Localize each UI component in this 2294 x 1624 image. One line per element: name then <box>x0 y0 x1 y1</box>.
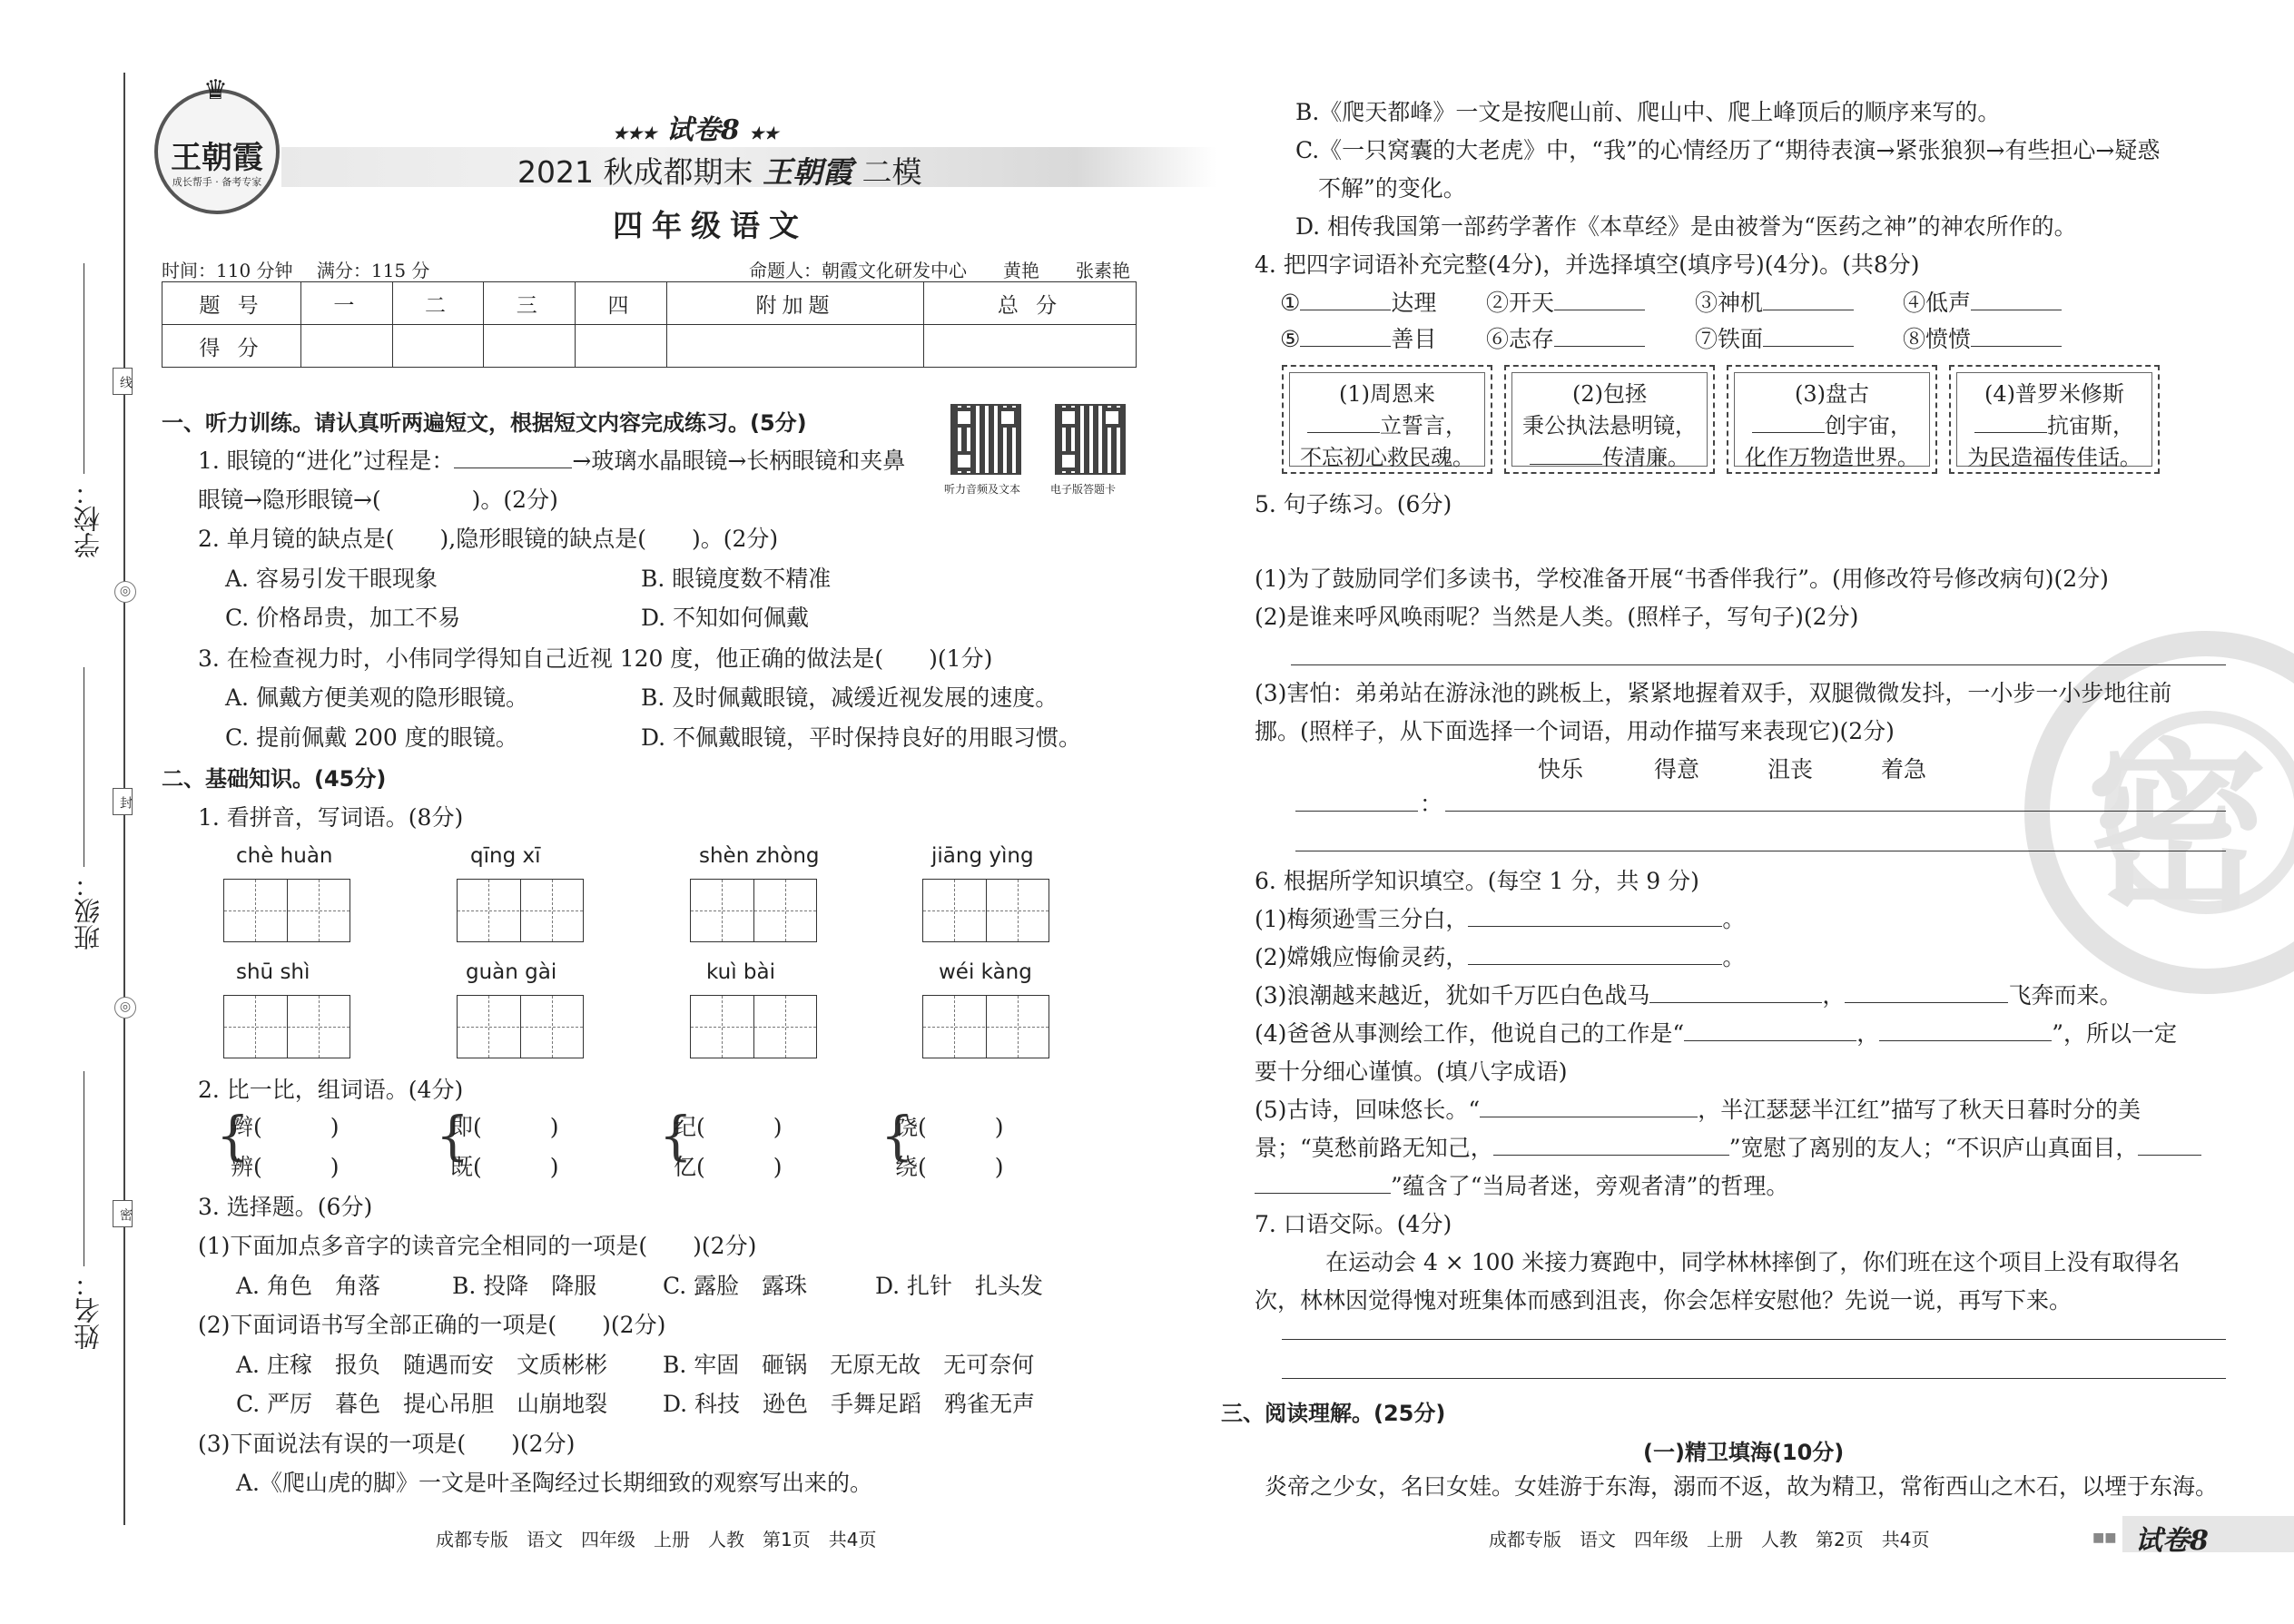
seal-char: 密 <box>2086 722 2269 935</box>
b3-1-option-a: A. 角色 角落 <box>236 1273 380 1299</box>
fill-box <box>1504 365 1715 474</box>
basic-q5-2: (2)是谁来呼风唤雨呢？当然是人类。(照样子，写句子)(2分) <box>1255 604 1859 630</box>
basic-q3: 3. 选择题。(6分) <box>198 1194 373 1220</box>
section-2-title: 二、基础知识。(45分) <box>162 766 387 792</box>
b3-1-option-c: C. 露脸 露珠 <box>663 1273 808 1299</box>
pinyin-label: guàn gài <box>466 960 557 984</box>
fill-box-text: 立誓言， <box>1380 413 1467 438</box>
question-1-1-cont <box>198 486 558 515</box>
fill-box-text: 化作万物造世界。 <box>1745 445 1919 470</box>
char-grid[interactable] <box>457 995 584 1058</box>
b3-1-option-d: D. 扎针 扎头发 <box>875 1273 1044 1299</box>
score-header-cell: 四 <box>576 282 667 325</box>
basic-q4: 4. 把四字词语补充完整(4分)，并选择填空(填序号)(4分)。(共8分) <box>1255 251 1920 278</box>
paper-badge-text: 试卷8 <box>2135 1525 2209 1557</box>
basic-q6: 6. 根据所学知识填空。(每空 1 分，共 9 分) <box>1255 868 1699 894</box>
brace-icon: { <box>436 1105 469 1166</box>
stars-left: ★★★ <box>613 124 657 143</box>
idiom-item <box>1903 325 2062 354</box>
blank[interactable] <box>1971 290 2062 310</box>
fill-box <box>1949 365 2160 474</box>
subject-title: 四年级语文 <box>613 208 808 243</box>
fill-box-line <box>1506 439 1713 471</box>
basic-q7-text-cont: 次，林林因觉得愧对班集体而感到沮丧，你会怎样安慰他？先说一说，再写下来。 <box>1255 1287 2072 1314</box>
idiom-item <box>1486 289 1645 318</box>
score-header-cell: 三 <box>484 282 576 325</box>
idiom-prefix: ②开天 <box>1486 290 1555 316</box>
basic-q2: 2. 比一比，组词语。(4分) <box>198 1077 464 1103</box>
q6-2-end: 。 <box>1722 944 1746 970</box>
blank[interactable] <box>1974 412 2047 433</box>
q1-text-b: →玻璃水晶眼镜→长柄眼镜和夹鼻 <box>572 448 906 474</box>
blank[interactable] <box>1468 944 1722 965</box>
compare-word[interactable]: 纪( ) <box>674 1114 783 1140</box>
fill-box-title: (4)普罗米修斯 <box>1984 381 2124 407</box>
answer-line[interactable] <box>1282 1378 2226 1379</box>
word-choice: 沮丧 <box>1767 756 1814 782</box>
basic-q5-1: (1)为了鼓励同学们多读书，学校准备开展“书香伴我行”。(用修改符号修改病句)(2分) <box>1255 566 2109 592</box>
compare-word[interactable]: 即( ) <box>450 1114 559 1140</box>
idiom-item <box>1280 325 1436 354</box>
score-header-cell: 附加题 <box>666 282 923 325</box>
basic-q1: 1. 看拼音，写词语。(8分) <box>198 804 464 831</box>
blank[interactable] <box>454 448 572 468</box>
q2-option-a: A. 容易引发干眼现象 <box>225 566 438 592</box>
left-page <box>162 0 1151 1624</box>
char-grid[interactable] <box>690 995 817 1058</box>
question-1-1 <box>198 447 905 476</box>
time-text: 时间：110 分钟 <box>162 260 293 281</box>
idiom-prefix: ④低声 <box>1903 290 1972 316</box>
b3-3-option-c-cont: 不解”的变化。 <box>1318 175 1466 202</box>
idiom-item <box>1280 289 1436 318</box>
blank[interactable] <box>1554 326 1645 347</box>
brace-icon: { <box>881 1105 914 1166</box>
logo-subtitle: 成长帮手 · 备考专家 <box>172 176 262 188</box>
reading-1-title: (一)精卫填海(10分) <box>1643 1440 1845 1465</box>
idiom-item <box>1695 289 1854 318</box>
score-header-cell: 二 <box>392 282 484 325</box>
answer-line[interactable] <box>1282 1339 2226 1340</box>
score-row-label: 得 分 <box>162 325 301 368</box>
blank[interactable] <box>1845 982 2008 1003</box>
compare-word[interactable]: 绕( ) <box>895 1154 1004 1180</box>
basic-q7-text: 在运动会 4 × 100 米接力赛跑中，同学林林摔倒了，你们班在这个项目上没有取得名 <box>1325 1249 2181 1275</box>
answer-line[interactable] <box>1291 664 2226 665</box>
stars-right: ★★ <box>749 124 779 143</box>
idiom-prefix: ⑧愤愤 <box>1903 326 1972 352</box>
blank[interactable] <box>1879 1020 2052 1041</box>
fill-box-text: 秉公执法悬明镜， <box>1522 413 1697 438</box>
qr-caption-answer-card: 电子版答题卡 <box>1050 483 1117 496</box>
blank[interactable] <box>1480 1097 1698 1117</box>
q6-2-text: (2)嫦娥应悔偷灵药， <box>1255 944 1469 970</box>
q6-5-text: (5)古诗，回味悠长。“ <box>1255 1097 1481 1123</box>
word-choice: 得意 <box>1654 756 1700 782</box>
q6-1-text: (1)梅须逊雪三分白， <box>1255 906 1469 932</box>
badge-squares-icon: ■■ <box>2092 1530 2117 1545</box>
idiom-prefix: ③神机 <box>1695 290 1764 316</box>
basic-q5-3-cont: 挪。(照样子，从下面选择一个词语，用动作描写来表现它)(2分) <box>1255 718 1895 744</box>
fill-box-text: 抗宙斯， <box>2047 413 2134 438</box>
footer-left: 成都专版 语文 四年级 上册 人教 第1页 共4页 <box>436 1529 877 1550</box>
q3-option-d: D. 不佩戴眼镜，平时保持良好的用眼习惯。 <box>641 724 1082 751</box>
exam-authors: 命题人：朝霞文化研发中心 黄艳 张素艳 <box>749 260 1130 281</box>
compare-word[interactable]: 饶( ) <box>895 1114 1004 1140</box>
blank[interactable] <box>1684 1020 1856 1041</box>
fill-box-line <box>1728 408 1935 439</box>
logo-brand-text: 王朝霞 <box>171 140 263 176</box>
compare-word[interactable]: 辨( ) <box>231 1154 340 1180</box>
basic-q6-3 <box>1255 981 2122 1010</box>
answer-line[interactable] <box>1295 811 1418 812</box>
idiom-prefix: ⑦铁面 <box>1695 326 1764 352</box>
word-choice: 快乐 <box>1538 756 1584 782</box>
pinyin-label: shū shì <box>236 960 310 984</box>
colon: ： <box>1420 791 1443 817</box>
q1-text-d: )。(2分) <box>471 487 558 513</box>
b3-2-option-d: D. 科技 逊色 手舞足蹈 鸦雀无声 <box>663 1391 1036 1417</box>
q2-option-c: C. 价格昂贵，加工不易 <box>225 605 461 631</box>
basic-q5-3: (3)害怕：弟弟站在游泳池的跳板上，紧紧地握着双手，双腿微微发抖，一小步一小步地往前 <box>1255 680 2172 706</box>
q1-text-a: 1. 眼镜的“进化”过程是： <box>198 448 455 474</box>
blank[interactable] <box>1554 290 1645 310</box>
char-grid[interactable] <box>922 995 1049 1058</box>
binding-mark-seal: 封 <box>113 788 133 815</box>
binding-hole: ◎ <box>114 997 136 1019</box>
compare-word[interactable]: 亿( ) <box>674 1154 783 1180</box>
score-header-cell: 题 号 <box>162 282 301 325</box>
q6-3-mid: ， <box>1822 982 1846 1009</box>
pinyin-label: wéi kàng <box>939 960 1032 984</box>
paper-no-text: 试卷8 <box>665 114 740 146</box>
q3-option-a: A. 佩戴方便美观的隐形眼镜。 <box>225 684 528 711</box>
answer-line[interactable] <box>1445 811 2226 812</box>
char-grid[interactable] <box>690 879 817 942</box>
basic-q6-5-cont <box>1255 1134 2201 1163</box>
binding-mark-line: 线 <box>113 368 133 395</box>
blank[interactable] <box>1300 326 1391 347</box>
binding-margin <box>0 0 154 1624</box>
q6-5-text-d: ”蕴含了“当局者迷，旁观者清”的哲理。 <box>1391 1173 1789 1199</box>
exam-title-main: 2021 秋成都期末 <box>517 154 753 190</box>
fill-box-text: 不忘初心救民魂。 <box>1300 445 1474 470</box>
q3-option-b: B. 及时佩戴眼镜，减缓近视发展的速度。 <box>641 684 1058 711</box>
char-grid[interactable] <box>223 995 350 1058</box>
idiom-prefix: ⑥志存 <box>1486 326 1555 352</box>
pinyin-label: chè huàn <box>236 844 333 868</box>
b3-3-option-d: D. 相传我国第一部药学著作《本草经》是由被誉为“医药之神”的神农所作的。 <box>1295 213 2077 240</box>
q6-4-end: ”，所以一定 <box>2052 1020 2177 1047</box>
q6-5-text-c: ”宽慰了离别的友人；“不识庐山真面目， <box>1728 1135 2139 1161</box>
blank[interactable] <box>1493 1135 1729 1156</box>
score-header-cell: 一 <box>301 282 393 325</box>
b3-3-option-a: A.《爬山虎的脚》一文是叶圣陶经过长期细致的观察写出来的。 <box>236 1470 873 1496</box>
q2-option-b: B. 眼镜度数不精准 <box>641 566 832 592</box>
name-label: 姓名： <box>73 1271 103 1350</box>
q1-text-c: 眼镜→隐形眼镜→( <box>198 487 381 513</box>
blank[interactable] <box>2138 1135 2201 1156</box>
blank[interactable] <box>1763 326 1854 347</box>
basic-q6-5 <box>1255 1096 2141 1125</box>
compare-word[interactable]: 既( ) <box>450 1154 559 1180</box>
school-label: 学校： <box>73 479 103 558</box>
basic-q6-4 <box>1255 1019 2177 1048</box>
blank[interactable] <box>1971 326 2062 347</box>
qr-caption-audio: 听力音频及文本 <box>944 483 1021 496</box>
compare-word[interactable]: 辫( ) <box>231 1114 340 1140</box>
blank[interactable] <box>1307 412 1380 433</box>
right-page <box>1255 0 2294 1624</box>
footer-right: 成都专版 语文 四年级 上册 人教 第2页 共4页 <box>1489 1529 1930 1550</box>
blank[interactable] <box>1649 982 1822 1003</box>
blank[interactable] <box>1752 412 1825 433</box>
pinyin-label: qīng xī <box>470 844 541 868</box>
basic-q6-4-cont: 要十分细心谨慎。(填八字成语) <box>1255 1058 1568 1085</box>
brace-icon: { <box>216 1105 250 1166</box>
idiom-suffix: 达理 <box>1391 290 1437 316</box>
crown-icon: ♛ <box>203 74 228 106</box>
basic-q3-2: (2)下面词语书写全部正确的一项是( )(2分) <box>198 1312 666 1338</box>
idiom-prefix: ① <box>1280 290 1301 316</box>
q6-1-end: 。 <box>1722 906 1746 932</box>
b3-3-option-b: B.《爬天都峰》一文是按爬山前、爬山中、爬上峰顶后的顺序来写的。 <box>1295 99 2001 125</box>
basic-q5: 5. 句子练习。(6分) <box>1255 491 1452 517</box>
score-header-cell: 总 分 <box>924 282 1137 325</box>
char-grid[interactable] <box>223 879 350 942</box>
fill-box-text: 创宇宙， <box>1825 413 1912 438</box>
b3-1-option-b: B. 投降 降服 <box>452 1273 597 1299</box>
fill-box-text: 传清廉。 <box>1602 445 1689 470</box>
q6-5-text-b: 景；“莫愁前路无知己， <box>1255 1135 1493 1161</box>
idiom-item <box>1486 325 1645 354</box>
basic-q3-3: (3)下面说法有误的一项是( )(2分) <box>198 1431 576 1457</box>
section-3-title: 三、阅读理解。(25分) <box>1221 1401 1446 1426</box>
fill-box-title: (3)盘古 <box>1795 381 1869 407</box>
blank[interactable] <box>1468 906 1722 927</box>
b3-2-option-a: A. 庄稼 报负 随遇而安 文质彬彬 <box>236 1352 607 1378</box>
exam-title-suffix: 二模 <box>861 154 922 190</box>
basic-q3-1: (1)下面加点多音字的读音完全相同的一项是( )(2分) <box>198 1233 757 1259</box>
brace-icon: { <box>659 1105 693 1166</box>
char-grid[interactable] <box>457 879 584 942</box>
fill-box-title: (2)包拯 <box>1572 381 1647 407</box>
section-1-title: 一、听力训练。请认真听两遍短文，根据短文内容完成练习。(5分) <box>162 410 807 436</box>
q6-4-mid: ， <box>1856 1020 1880 1047</box>
q3-option-c: C. 提前佩戴 200 度的眼镜。 <box>225 724 518 751</box>
pinyin-label: shèn zhòng <box>699 844 820 868</box>
pinyin-label: kuì bài <box>706 960 775 984</box>
idiom-item <box>1903 289 2062 318</box>
blank[interactable] <box>1300 290 1391 310</box>
class-label: 班级： <box>73 871 103 950</box>
binding-hole: ◎ <box>114 581 136 603</box>
fill-box <box>1282 365 1492 474</box>
fill-box-title: (1)周恩来 <box>1339 381 1435 407</box>
blank[interactable] <box>1255 1173 1391 1194</box>
b3-2-option-b: B. 牢固 砸锅 无原无故 无可奈何 <box>663 1352 1035 1378</box>
basic-q6-2 <box>1255 943 1745 972</box>
fill-box-line <box>1951 408 2158 439</box>
blank[interactable] <box>1763 290 1854 310</box>
idiom-suffix: 善目 <box>1391 326 1437 352</box>
char-grid[interactable] <box>922 879 1049 942</box>
q6-4-text: (4)爸爸从事测绘工作，他说自己的工作是“ <box>1255 1020 1685 1047</box>
question-1-3: 3. 在检查视力时，小伟同学得知自己近视 120 度，他正确的做法是( )(1分) <box>198 645 993 672</box>
full-score-text: 满分：115 分 <box>316 260 430 281</box>
blank[interactable] <box>1530 444 1602 465</box>
pinyin-label: jiāng yìng <box>931 844 1034 868</box>
basic-q6-5-end <box>1255 1172 1788 1201</box>
q6-3-text: (3)浪潮越来越近，犹如千万匹白色战马 <box>1255 982 1650 1009</box>
basic-q6-1 <box>1255 905 1745 934</box>
q6-3-end: 飞奔而来。 <box>2008 982 2122 1009</box>
b3-2-option-c: C. 严厉 暮色 提心吊胆 山崩地裂 <box>236 1391 608 1417</box>
q2-option-d: D. 不知如何佩戴 <box>641 605 810 631</box>
word-choice: 着急 <box>1881 756 1927 782</box>
idiom-prefix: ⑤ <box>1280 326 1301 352</box>
q6-5-end: ，半江瑟瑟半江红”描写了秋天日暮时分的美 <box>1698 1097 2141 1123</box>
question-1-2: 2. 单月镜的缺点是( ),隐形眼镜的缺点是( )。(2分) <box>198 526 779 552</box>
idiom-item <box>1695 325 1854 354</box>
fill-box-line <box>1284 408 1491 439</box>
fill-box-text: 为民造福传佳话。 <box>1967 445 2141 470</box>
b3-3-option-c: C.《一只窝囊的大老虎》中，“我”的心情经历了“期待表演→紧张狼狈→有些担心→疑惑 <box>1295 137 2161 163</box>
basic-q7: 7. 口语交际。(4分) <box>1255 1211 1452 1237</box>
reading-passage: 炎帝之少女，名曰女娃。女娃游于东海，溺而不返，故为精卫，常衔西山之木石，以堙于东海。 <box>1265 1473 2219 1500</box>
exam-title-brand: 王朝霞 <box>762 154 852 190</box>
binding-mark-dense: 密 <box>113 1200 133 1227</box>
fill-box <box>1727 365 1937 474</box>
